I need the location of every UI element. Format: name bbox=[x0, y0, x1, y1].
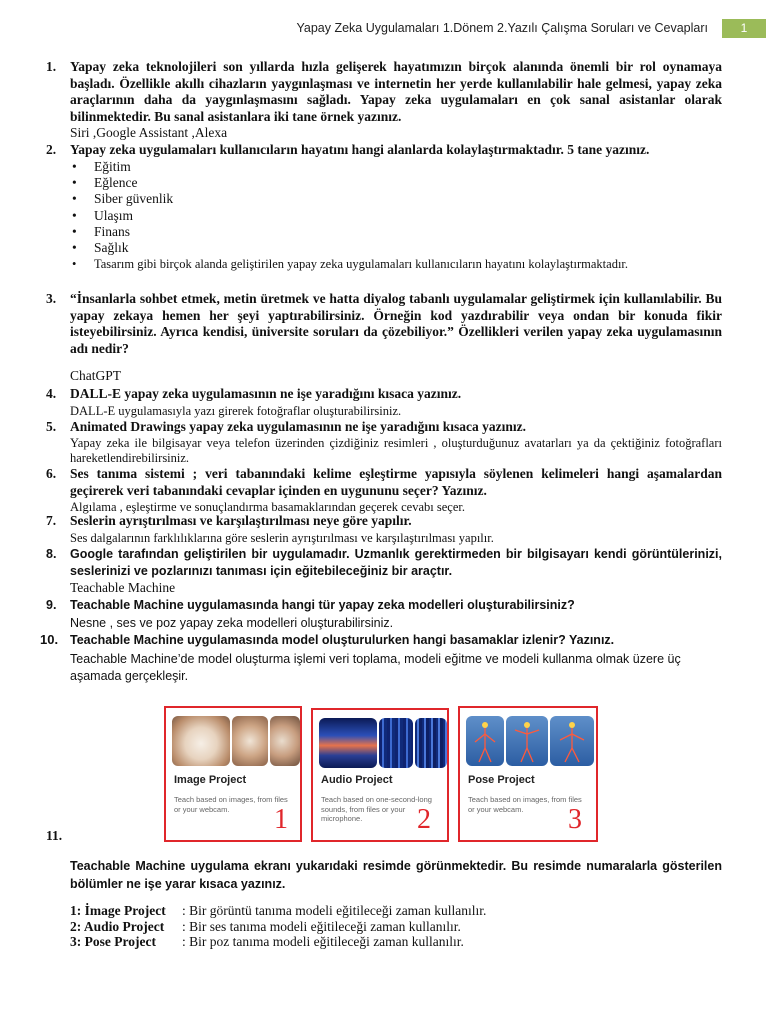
q10-answer: Teachable Machine’de model oluşturma işlemi veri toplama, modeli eğitme ve modeli kullanma olmak üzere üç aşamada gerçekleşir. bbox=[70, 652, 681, 683]
q5-number: 5. bbox=[46, 419, 57, 434]
q4-number: 4. bbox=[46, 386, 57, 401]
list-item: • Finans bbox=[70, 224, 628, 240]
panel-number: 3 bbox=[568, 804, 582, 835]
q11-question: Teachable Machine uygulama ekranı yukarıdaki resimde görünmektedir. Bu resimde numaralarla gösterilen bölümler ne işe yarar kısaca yazınız. bbox=[70, 859, 722, 891]
answer-label: 2: Audio Project bbox=[70, 918, 165, 934]
panel-number: 1 bbox=[274, 804, 288, 835]
panel-title: Audio Project bbox=[321, 774, 393, 786]
q2-question: Yapay zeka uygulamaları kullanıcıların hayatını hangi alanlarda kolaylaştırmaktadır. 5 tane yazınız. bbox=[70, 142, 650, 157]
q3-number: 3. bbox=[46, 291, 57, 306]
q2-number: 2. bbox=[46, 142, 57, 157]
dog-photo-2 bbox=[232, 716, 268, 766]
answer-value: : Bir poz tanıma modeli eğitileceği zaman kullanılır. bbox=[182, 934, 464, 949]
q10-number: 10. bbox=[40, 632, 59, 647]
q6-question: Ses tanıma sistemi ; veri tabanındaki kelime eşleştirme yapısıyla söylenen kelimeleri hangi aşamalardan geçirerek veri tabanındaki cevaplar içinden en uygununu seçer? Yazınız. bbox=[70, 466, 722, 498]
list-item: • Tasarım gibi birçok alanda geliştirilen yapay zeka uygulamaları kullanıcıların hayatını kolaylaştırmaktadır. bbox=[70, 256, 628, 273]
spectrogram-2 bbox=[379, 718, 413, 768]
q7-question: Seslerin ayrıştırılması ve karşılaştırılması neye göre yapılır. bbox=[70, 513, 412, 528]
q9-question: Teachable Machine uygulamasında hangi tür yapay zeka modelleri oluşturabilirsiniz? bbox=[70, 598, 575, 612]
panel-title: Image Project bbox=[174, 774, 247, 786]
q8-answer: Teachable Machine bbox=[70, 580, 176, 595]
q7-answer: Ses dalgalarının farklılıklarına göre seslerin ayrıştırılması ve karşılaştırılması yapılır. bbox=[70, 531, 494, 545]
q3-answer: ChatGPT bbox=[70, 368, 122, 383]
list-item: • Ulaşım bbox=[70, 208, 628, 224]
q5-answer: Yapay zeka ile bilgisayar veya telefon üzerinden çizdiğiniz resimleri , oluşturduğunuz avatarları ya da çektiğiniz fotoğrafları hareketlendirebilirsiniz. bbox=[70, 436, 722, 465]
q1-answer: Siri ,Google Assistant ,Alexa bbox=[70, 125, 228, 140]
pose-skeleton-icon bbox=[466, 716, 594, 766]
spectrogram-3 bbox=[415, 718, 447, 768]
list-item: • Eğitim bbox=[70, 159, 628, 175]
q8-question: Google tarafından geliştirilen bir uygulamadır. Uzmanlık gerektirmeden bir bilgisayarı kendi görüntülerinizi, seslerinizi ve pozlarınızı tanıması için eğitebileceğiniz bir araçtır. bbox=[70, 547, 722, 578]
dog-photo-1 bbox=[172, 716, 230, 766]
q5-question: Animated Drawings yapay zeka uygulamasının ne işe yaradığını kısaca yazınız. bbox=[70, 419, 527, 434]
list-item: • Sağlık bbox=[70, 240, 628, 256]
q1-question: Yapay zeka teknolojileri son yıllarda hızla gelişerek hayatımızın birçok alanında önemli bir rol oynamaya başladı. Özellikle akıllı cihazların yaygınlaşması ve internetin her yerde kullanılabilir hale gelmesi, yapay zeka araçlarının daha da yaygınlaşmasını sağladı. Yapay zeka uygulamaları en çok sanal asistanlar olarak bilinmektedir. Bu sanal asistanlara iki tane örnek yazınız. bbox=[70, 59, 722, 124]
panel-description: Teach based on images, from files or your webcam. bbox=[468, 795, 582, 814]
panel-description: Teach based on images, from files or your webcam. bbox=[174, 795, 288, 814]
q4-answer: DALL-E uygulamasıyla yazı girerek fotoğraflar oluşturabilirsiniz. bbox=[70, 404, 402, 418]
image-project-panel bbox=[164, 706, 302, 842]
q6-answer: Algılama , eşleştirme ve sonuçlandırma basamaklarından geçerek cevabı seçer. bbox=[70, 500, 465, 514]
spectrogram-1 bbox=[319, 718, 377, 768]
pose-project-panel bbox=[458, 706, 598, 842]
q9-number: 9. bbox=[46, 598, 57, 612]
list-item: • Eğlence bbox=[70, 175, 628, 191]
q8-number: 8. bbox=[46, 547, 57, 561]
q7-number: 7. bbox=[46, 513, 57, 528]
panel-description: Teach based on one-second-long sounds, from files or your microphone. bbox=[321, 795, 432, 823]
header-title: Yapay Zeka Uygulamaları 1.Dönem 2.Yazılı Çalışma Soruları ve Cevapları bbox=[296, 21, 708, 35]
q10-question: Teachable Machine uygulamasında model oluşturulurken hangi basamaklar izlenir? Yazınız. bbox=[70, 633, 615, 647]
answer-label: 1: İmage Project bbox=[70, 903, 166, 918]
q1-number: 1. bbox=[46, 59, 57, 74]
panel-number: 2 bbox=[417, 804, 431, 835]
q6-number: 6. bbox=[46, 466, 57, 481]
q3-question: “İnsanlarla sohbet etmek, metin üretmek ve hatta diyalog tabanlı uygulamalar geliştirmek için kullanılabilir. Bu yapay zekaya hemen her şeyi yaptırabilirsiniz. Örneğin kod yazdırabilir veya ondan bir konuda fikir isteyebilirsiniz. Ayrıca kendisi, üniversite soruları da çözebiliyor.” Özellikleri verilen yapay zeka uygulamasının adı nedir? bbox=[70, 291, 722, 356]
q9-answer: Nesne , ses ve poz yapay zeka modelleri oluşturabilirsiniz. bbox=[70, 616, 394, 630]
q11-number: 11. bbox=[46, 828, 63, 843]
q4-question: DALL-E yapay zeka uygulamasının ne işe yaradığını kısaca yazınız. bbox=[70, 386, 462, 401]
answer-value: : Bir ses tanıma modeli eğitileceği zaman kullanılır. bbox=[182, 918, 461, 934]
answer-value: : Bir görüntü tanıma modeli eğitileceği zaman kullanılır. bbox=[182, 903, 487, 918]
answer-label: 3: Pose Project bbox=[70, 934, 156, 949]
q2-answer-list bbox=[70, 159, 628, 273]
panel-title: Pose Project bbox=[468, 774, 535, 786]
page-number-badge: 1 bbox=[722, 19, 766, 38]
audio-project-panel bbox=[311, 708, 449, 842]
dog-photo-3 bbox=[270, 716, 300, 766]
list-item: • Siber güvenlik bbox=[70, 191, 628, 207]
